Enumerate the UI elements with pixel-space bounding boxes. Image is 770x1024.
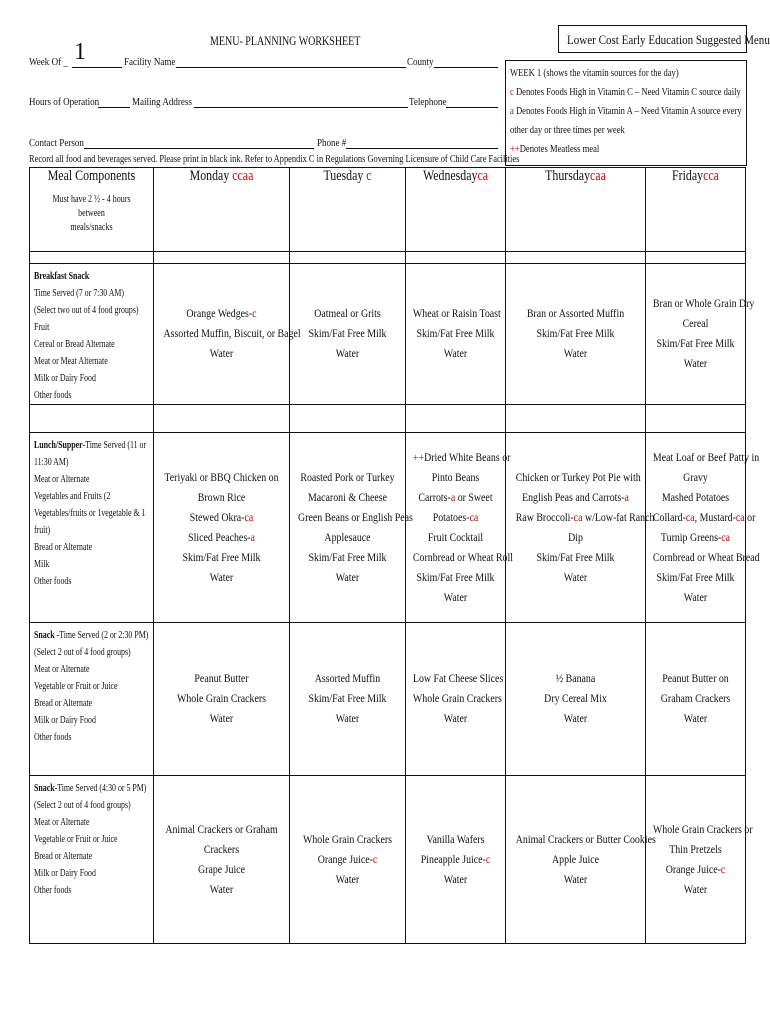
day-name: Thursday xyxy=(545,168,591,184)
meal-title-bold: Snack xyxy=(34,630,55,641)
menu-cell[interactable] xyxy=(406,776,506,944)
menu-cell[interactable] xyxy=(646,623,746,776)
menu-item: Peanut Butter xyxy=(194,673,249,685)
meal-component-line: Meat or Alternate xyxy=(34,664,90,675)
menu-item: Collard-ca, Mustard-ca or xyxy=(652,511,756,524)
menu-item: Grape Juice xyxy=(198,863,245,876)
table-header-row xyxy=(30,168,746,252)
meal-component-line: Meat or Alternate xyxy=(34,817,90,828)
meal-components-cell xyxy=(30,623,154,776)
menu-item: Water xyxy=(443,713,468,725)
meal-components-cell xyxy=(30,264,154,405)
menu-item: Graham Crackers xyxy=(660,693,731,705)
menu-item: Vanilla Wafers xyxy=(426,833,485,846)
menu-item: Bran or Assorted Muffin xyxy=(526,308,625,320)
menu-item: Chicken or Turkey Pot Pie with xyxy=(515,471,641,484)
menu-item: Skim/Fat Free Milk xyxy=(182,551,261,564)
meal-component-line: Bread or Alternate xyxy=(34,698,93,709)
facility-name-field[interactable] xyxy=(176,67,406,68)
menu-item: Assorted Muffin xyxy=(314,673,381,685)
meal-components-note xyxy=(42,193,140,235)
menu-item: Water xyxy=(443,873,468,886)
legend-vitamin-c xyxy=(510,86,741,98)
menu-item: Whole Grain Crackers xyxy=(303,833,392,846)
meal-component-line: Time Served (7 or 7:30 AM) xyxy=(34,288,125,299)
meal-component-line: Cereal or Bread Alternate xyxy=(34,339,115,350)
menu-table xyxy=(29,167,760,944)
menu-cell[interactable] xyxy=(290,623,406,776)
meal-component-line: Meat or Meat Alternate xyxy=(34,356,108,367)
menu-cell[interactable] xyxy=(506,776,656,944)
meal-component-line: Other foods xyxy=(34,390,72,401)
meal-components-title: Meal Components xyxy=(47,168,136,184)
meal-component-line: Vegetables and Fruits (2 xyxy=(34,491,111,502)
menu-item: Skim/Fat Free Milk xyxy=(536,551,615,564)
menu-item: Pinto Beans xyxy=(431,471,480,484)
meal-components-header xyxy=(30,168,154,252)
spacer-row xyxy=(30,405,746,433)
legend-title-box xyxy=(558,25,770,53)
menu-cell[interactable] xyxy=(290,433,413,623)
menu-item: Skim/Fat Free Milk xyxy=(416,328,495,340)
menu-item: Gravy xyxy=(683,471,708,484)
meal-component-line: Milk or Dairy Food xyxy=(34,868,96,879)
menu-item: Assorted Muffin, Biscuit, or Bagel xyxy=(163,328,301,340)
meal-component-line: Vegetable or Fruit or Juice xyxy=(34,681,118,692)
mailing-address-label: Mailing Address xyxy=(132,96,192,108)
menu-item: Water xyxy=(563,873,588,886)
menu-item: Thin Pretzels xyxy=(669,843,722,856)
meal-components-cell xyxy=(30,776,154,944)
menu-cell[interactable] xyxy=(406,623,506,776)
legend-title: Lower Cost Early Education Suggested Menu xyxy=(567,32,770,47)
menu-item: Teriyaki or BBQ Chicken on xyxy=(164,471,279,484)
menu-item: Skim/Fat Free Milk xyxy=(656,571,735,584)
meal-time-served: -Time Served (2 or 2:30 PM) xyxy=(54,630,149,641)
menu-item: Bran or Whole Grain Dry xyxy=(652,298,755,310)
meal-row-lunch xyxy=(30,433,746,623)
menu-item: Mashed Potatoes xyxy=(661,491,730,504)
contact-person-field[interactable] xyxy=(84,148,314,149)
meal-title-bold: Lunch/Supper xyxy=(34,440,83,451)
menu-item: Peanut Butter on xyxy=(662,673,729,685)
menu-item: Water xyxy=(443,591,468,604)
hours-of-operation-field[interactable] xyxy=(98,107,130,108)
day-name: Tuesday xyxy=(323,168,364,184)
vitamin-a-marker: a xyxy=(510,105,514,117)
worksheet-title: MENU- PLANNING WORKSHEET xyxy=(210,34,361,48)
menu-item: Skim/Fat Free Milk xyxy=(536,328,615,340)
meal-title xyxy=(34,627,149,644)
menu-item: Whole Grain Crackers or xyxy=(652,823,753,836)
menu-item: Water xyxy=(209,883,234,896)
menu-cell[interactable] xyxy=(290,776,406,944)
menu-item: Apple Juice xyxy=(552,853,599,866)
meal-components-note-line1: Must have 2 ½ - 4 hours between xyxy=(52,194,131,219)
menu-item: Water xyxy=(335,571,360,584)
meal-component-line: Milk or Dairy Food xyxy=(34,715,96,726)
menu-item: Crackers xyxy=(203,843,240,856)
meal-row-breakfast xyxy=(30,264,746,405)
facility-name-label: Facility Name xyxy=(124,56,176,68)
county-field[interactable] xyxy=(434,67,498,68)
day-vitamin-codes: ca xyxy=(477,168,489,184)
contact-person-label: Contact Person xyxy=(29,137,84,149)
legend-vitamin-a-cont: other day or three times per week xyxy=(510,124,625,136)
meal-title xyxy=(34,780,147,797)
menu-cell[interactable] xyxy=(646,264,755,405)
meal-title xyxy=(34,437,147,454)
vitamin-a-text: Denotes Foods High in Vitamin A – Need Vitamin A source every xyxy=(515,105,742,117)
meal-title-bold: Breakfast Snack xyxy=(34,271,90,282)
menu-item: Whole Grain Crackers xyxy=(177,693,266,705)
day-header-friday xyxy=(646,168,746,252)
menu-item: Water xyxy=(335,713,360,725)
phone-field[interactable] xyxy=(346,148,498,149)
legend-vitamin-a xyxy=(510,105,742,117)
menu-item: ½ Banana xyxy=(555,673,596,685)
menu-item: Water xyxy=(683,591,708,604)
menu-cell[interactable] xyxy=(154,433,290,623)
meal-component-line: (Select 2 out of 4 food groups) xyxy=(34,647,131,658)
menu-item: Potatoes-ca xyxy=(432,511,479,524)
day-header-tuesday xyxy=(290,168,406,252)
meal-components-note-line2: meals/snacks xyxy=(70,222,113,233)
menu-item: Skim/Fat Free Milk xyxy=(416,571,495,584)
menu-item: Meat Loaf or Beef Patty in xyxy=(652,451,760,464)
menu-item: Applesauce xyxy=(324,531,371,544)
menu-item: Water xyxy=(335,873,360,886)
day-vitamin-codes: ccaa xyxy=(232,168,254,184)
meal-component-line: Milk xyxy=(34,559,50,570)
menu-item: Water xyxy=(209,571,234,584)
menu-item: Water xyxy=(683,358,708,370)
week-number: 1 xyxy=(74,39,86,65)
menu-item: Macaroni & Cheese xyxy=(307,491,388,504)
menu-item: Dip xyxy=(568,531,583,544)
day-vitamin-codes: cca xyxy=(703,168,719,184)
menu-cell[interactable] xyxy=(290,264,406,405)
menu-item: Cornbread or Wheat Roll xyxy=(412,551,513,564)
telephone-label: Telephone xyxy=(409,96,447,108)
meal-component-line: Other foods xyxy=(34,576,72,587)
menu-item: Skim/Fat Free Milk xyxy=(308,693,387,705)
week-of-label: Week Of _ xyxy=(29,56,68,68)
menu-item: Fruit Cocktail xyxy=(427,531,484,544)
menu-item: Water xyxy=(563,571,588,584)
county-label: County xyxy=(407,56,434,68)
menu-cell[interactable] xyxy=(154,623,290,776)
menu-cell[interactable] xyxy=(154,264,301,405)
meal-component-line: Bread or Alternate xyxy=(34,851,93,862)
menu-item: Water xyxy=(209,713,234,725)
day-header-wednesday xyxy=(406,168,506,252)
meal-component-line: (Select two out of 4 food groups) xyxy=(34,305,139,316)
menu-item: Orange Juice-c xyxy=(665,863,726,876)
meal-component-line: 11:30 AM) xyxy=(34,457,69,468)
hours-of-operation-label: Hours of Operation xyxy=(29,96,100,108)
meal-row-snack-late xyxy=(30,776,746,944)
meatless-text: Denotes Meatless meal xyxy=(519,143,600,155)
vitamin-c-text: Denotes Foods High in Vitamin C – Need Vitamin C source daily xyxy=(515,86,741,98)
meal-title xyxy=(34,268,123,285)
meal-component-line: Meat or Alternate xyxy=(34,474,90,485)
menu-item: Animal Crackers or Graham xyxy=(165,823,278,836)
legend-week-line: WEEK 1 (shows the vitamin sources for the day) xyxy=(510,67,679,79)
menu-item: Low Fat Cheese Slices xyxy=(412,673,504,685)
meal-component-line: Other foods xyxy=(34,732,72,743)
week-of-field[interactable] xyxy=(72,67,122,68)
menu-item: Cereal xyxy=(682,318,709,330)
menu-cell[interactable] xyxy=(646,776,753,944)
menu-item: Whole Grain Crackers xyxy=(412,693,502,705)
menu-cell[interactable] xyxy=(506,623,646,776)
day-vitamin-codes: caa xyxy=(590,168,606,184)
day-name: Friday xyxy=(672,168,704,184)
telephone-field[interactable] xyxy=(446,107,498,108)
meal-component-line: fruit) xyxy=(34,525,51,536)
meal-component-line: Other foods xyxy=(34,885,72,896)
day-header-thursday xyxy=(506,168,646,252)
menu-item: Orange Wedges-c xyxy=(186,308,257,320)
menu-item: Stewed Okra-ca xyxy=(189,511,254,524)
day-name: Monday xyxy=(189,168,230,184)
menu-cell[interactable] xyxy=(406,433,513,623)
menu-item: Brown Rice xyxy=(197,491,246,504)
menu-item: ++Dried White Beans or xyxy=(412,451,511,464)
meal-time-served: -Time Served (4:30 or 5 PM) xyxy=(54,783,147,794)
meal-component-line: Vegetable or Fruit or Juice xyxy=(34,834,118,845)
menu-cell[interactable] xyxy=(506,433,655,623)
menu-item: Water xyxy=(683,883,708,896)
day-header-monday xyxy=(154,168,290,252)
legend-meatless xyxy=(510,143,599,155)
menu-item: Oatmeal or Grits xyxy=(314,308,381,320)
menu-item: Skim/Fat Free Milk xyxy=(656,338,735,350)
vitamin-c-marker: c xyxy=(510,86,514,98)
menu-item: Water xyxy=(209,348,234,360)
meal-component-line: Milk or Dairy Food xyxy=(34,373,96,384)
menu-item: Animal Crackers or Butter Cookies xyxy=(515,833,656,846)
menu-cell[interactable] xyxy=(406,264,506,405)
instructions-text: Record all food and beverages served. Please print in black ink. Refer to Appendix C in Regulations Governing Licensure of Child Care Facilities xyxy=(29,154,520,165)
menu-item: Water xyxy=(443,348,468,360)
menu-cell[interactable] xyxy=(506,264,646,405)
spacer-row xyxy=(30,252,746,264)
meal-components-cell xyxy=(30,433,154,623)
menu-item: Carrots-a or Sweet xyxy=(418,491,493,504)
meatless-marker: ++ xyxy=(510,143,520,155)
menu-item: Sliced Peaches-a xyxy=(188,531,255,544)
meal-title-bold: Snack xyxy=(34,783,55,794)
mailing-address-field[interactable] xyxy=(194,107,408,108)
menu-item: Skim/Fat Free Milk xyxy=(308,551,387,564)
menu-item: English Peas and Carrots-a xyxy=(522,491,629,504)
menu-cell[interactable] xyxy=(646,433,760,623)
menu-item: Orange Juice-c xyxy=(317,853,378,866)
menu-item: Turnip Greens-ca xyxy=(660,531,731,544)
menu-item: Raw Broccoli-ca w/Low-fat Ranch xyxy=(515,511,655,524)
meal-component-line: Fruit xyxy=(34,322,50,333)
day-vitamin-codes: c xyxy=(366,168,372,184)
phone-label: Phone # xyxy=(317,137,347,149)
meal-component-line: (Select 2 out of 4 food groups) xyxy=(34,800,131,811)
menu-item: Green Beans or English Peas xyxy=(298,511,413,524)
menu-item: Water xyxy=(563,713,588,725)
menu-item: Cornbread or Wheat Bread xyxy=(652,551,760,564)
menu-item: Skim/Fat Free Milk xyxy=(308,328,387,340)
meal-time-served: -Time Served (11 or xyxy=(82,440,147,451)
meal-component-line: Vegetables/fruits or 1vegetable & 1 xyxy=(34,508,146,519)
menu-item: Water xyxy=(683,713,708,725)
menu-cell[interactable] xyxy=(154,776,290,944)
day-name: Wednesday xyxy=(422,168,478,184)
legend-box xyxy=(505,60,747,166)
menu-item: Water xyxy=(563,348,588,360)
meal-row-snack-pm xyxy=(30,623,746,776)
menu-item: Water xyxy=(335,348,360,360)
meal-component-line: Bread or Alternate xyxy=(34,542,93,553)
menu-item: Dry Cereal Mix xyxy=(544,693,607,705)
menu-item: Wheat or Raisin Toast xyxy=(412,308,501,320)
menu-item: Pineapple Juice-c xyxy=(420,853,491,866)
menu-item: Roasted Pork or Turkey xyxy=(300,471,395,484)
